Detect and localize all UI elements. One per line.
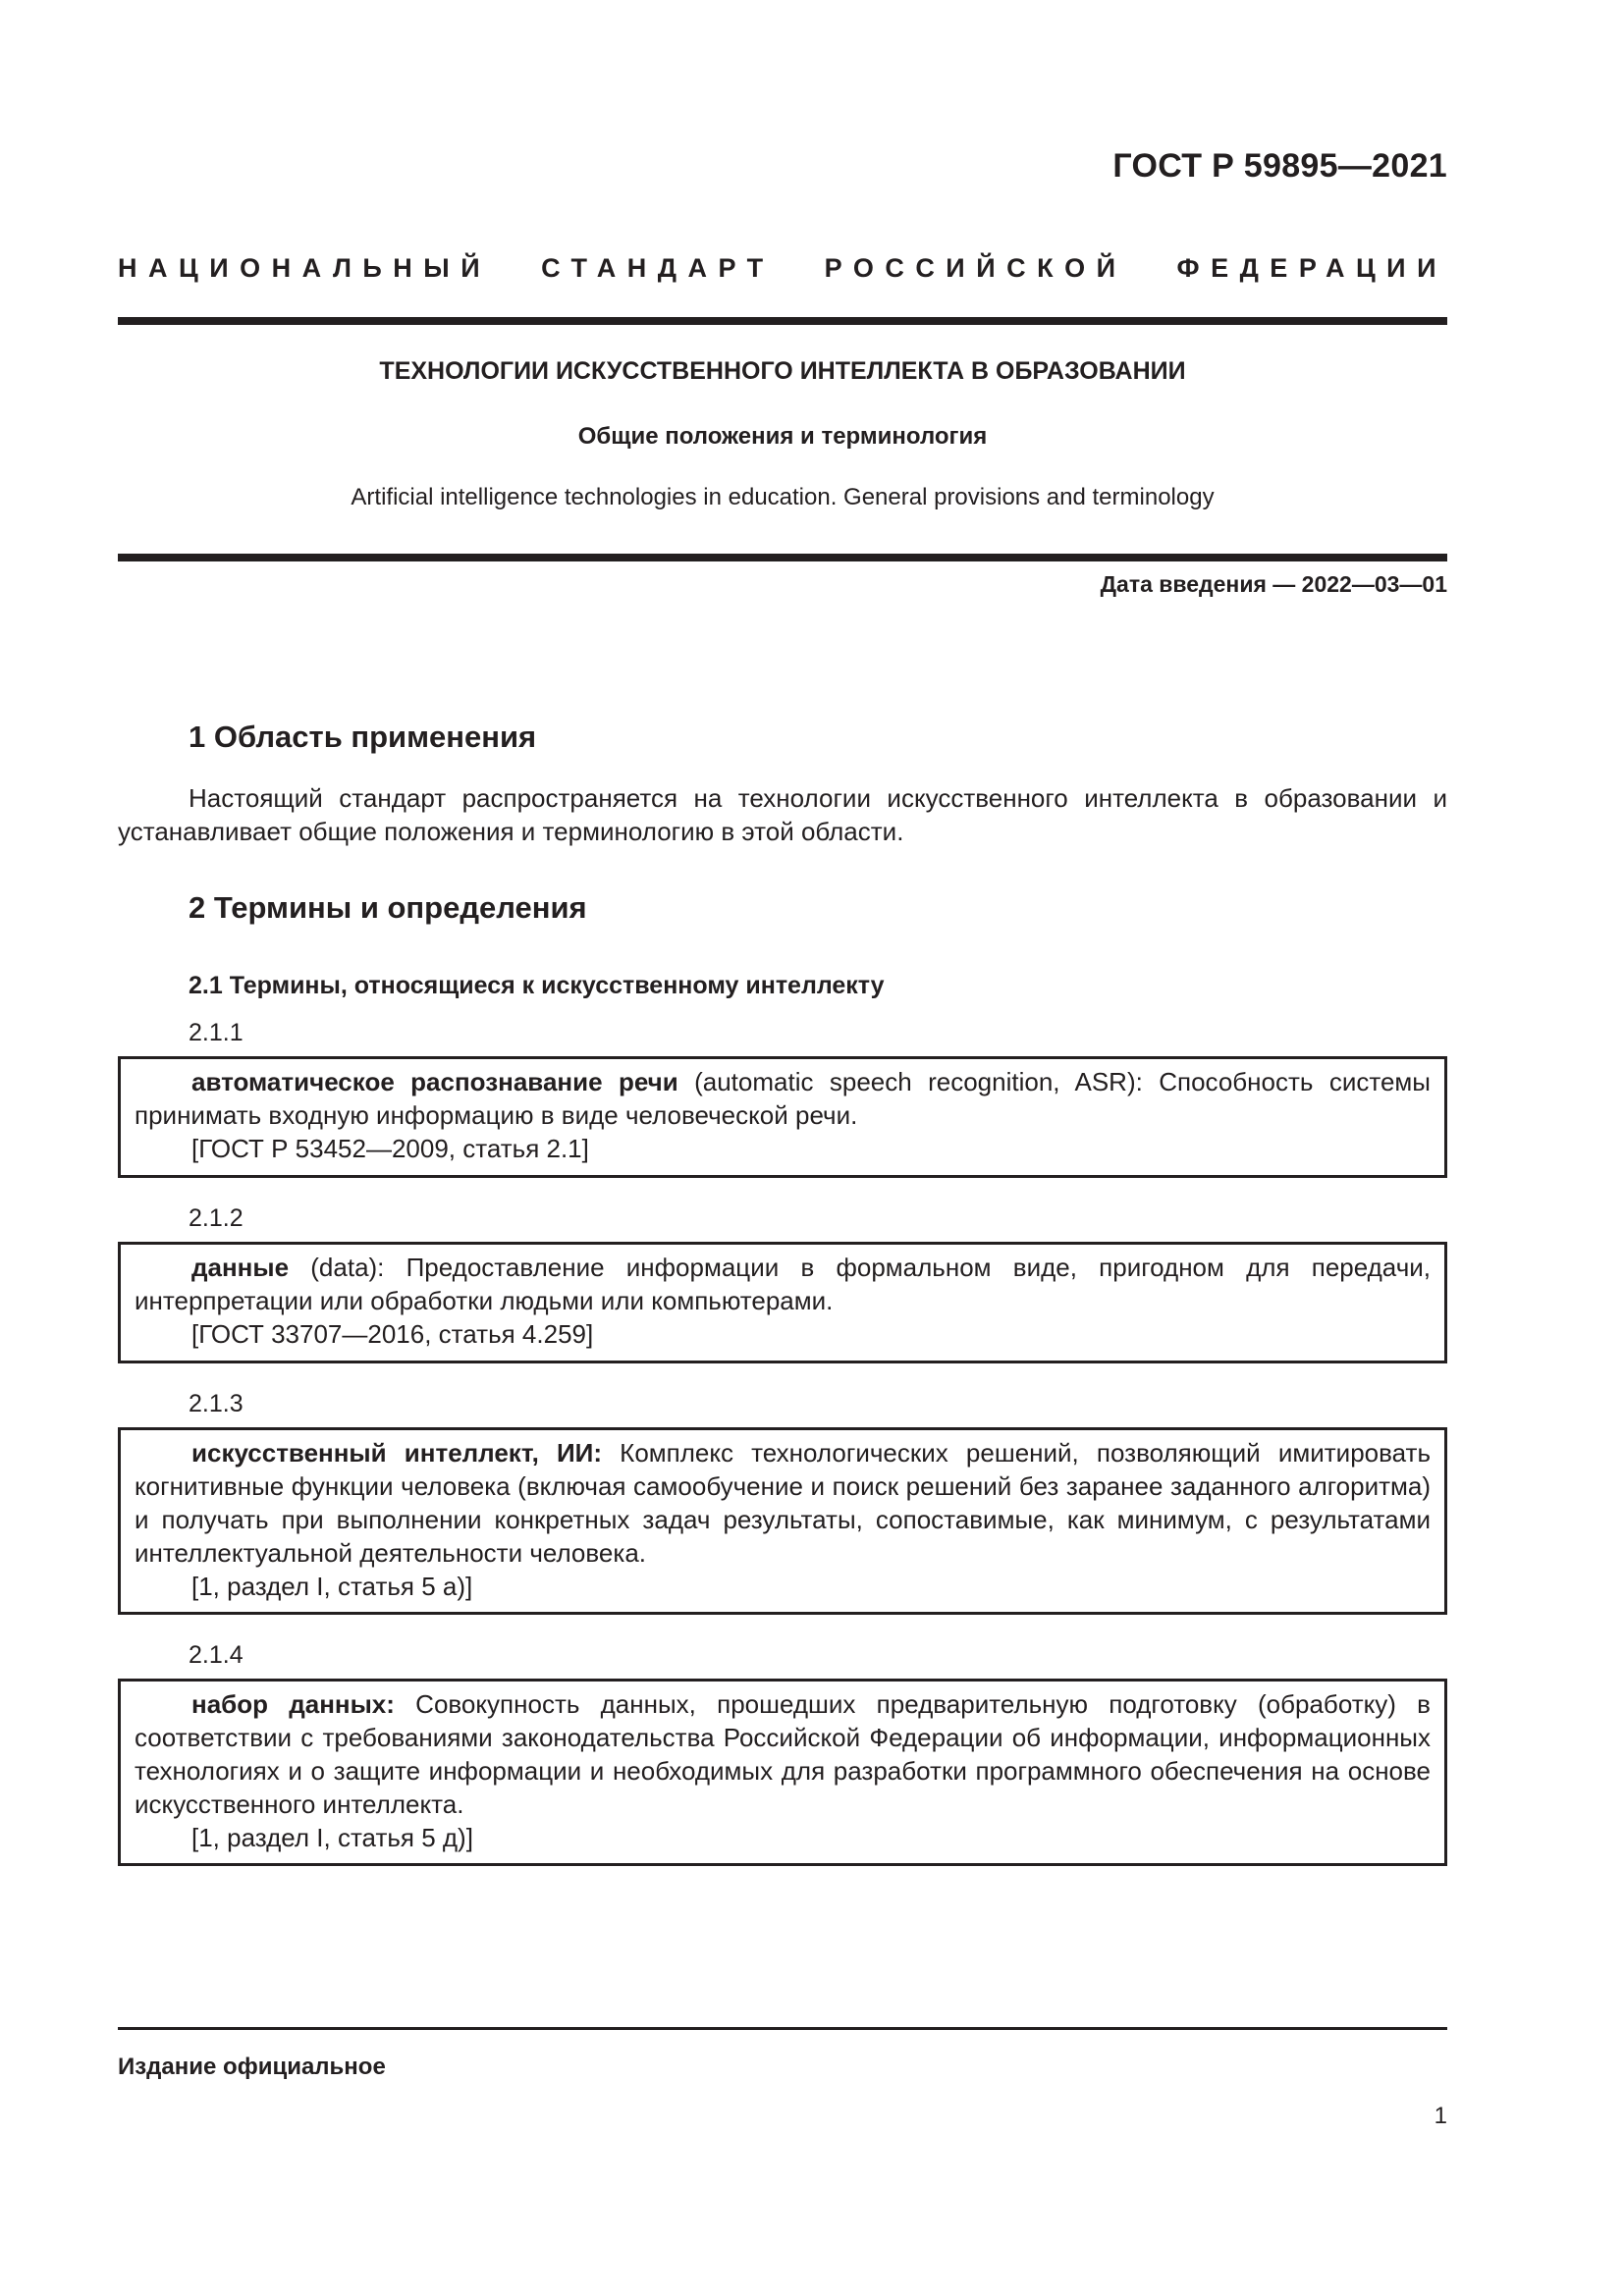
term-number: 2.1.3 <box>189 1390 244 1417</box>
section-1-heading: 1 Область применения <box>189 720 537 754</box>
footer-divider <box>118 2027 1447 2030</box>
introduction-date: Дата введения — 2022—03—01 <box>1100 571 1447 597</box>
subsection-2-1-heading: 2.1 Термины, относящиеся к искусственному интеллекту <box>189 972 885 999</box>
term-box <box>118 1427 1447 1615</box>
document-title: ТЕХНОЛОГИИ ИСКУССТВЕННОГО ИНТЕЛЛЕКТА В ОБРАЗОВАНИИ <box>379 357 1186 385</box>
term-reference: [1, раздел I, статья 5 д)] <box>191 1823 473 1852</box>
title-divider <box>118 554 1447 561</box>
term-definition-text: Совокупность данных, прошедших предварительную подготовку (обработку) в соответствии с требованиями законодательства Российской Федерации об информации, информационных технологиях и о защите информации и необходимых для разработки программного обеспечения на основе искусственного интеллекта. <box>135 1689 1431 1819</box>
section-2-heading: 2 Термины и определения <box>189 890 587 925</box>
section-1-text <box>118 781 1447 848</box>
document-title-english: Artificial intelligence technologies in education. General provisions and terminology <box>351 484 1215 510</box>
term-number: 2.1.4 <box>189 1641 244 1669</box>
term-definition <box>135 1251 1431 1317</box>
standard-code: ГОСТ Р 59895—2021 <box>1112 147 1447 185</box>
term-name: автоматическое распознавание речи <box>191 1067 678 1096</box>
document-page <box>118 0 1447 2296</box>
term-definition-text: (data): Предоставление информации в формальном виде, пригодном для передачи, интерпретации или обработки людьми или компьютерами. <box>135 1253 1431 1315</box>
term-definition <box>135 1065 1431 1132</box>
term-name: искусственный интеллект, ИИ: <box>191 1438 603 1468</box>
term-definition-text: (automatic speech recognition, ASR): Способность системы принимать входную информацию в виде человеческой речи. <box>135 1067 1431 1130</box>
term-name: набор данных: <box>191 1689 395 1719</box>
top-divider <box>118 317 1447 325</box>
page-number: 1 <box>1434 2103 1447 2129</box>
term-reference: [1, раздел I, статья 5 а)] <box>191 1572 473 1601</box>
official-edition-label: Издание официальное <box>118 2054 386 2080</box>
section-1-paragraph: Настоящий стандарт распространяется на технологии искусственного интеллекта в образовании и устанавливает общие положения и терминологию в этой области. <box>118 783 1447 846</box>
term-box <box>118 1056 1447 1178</box>
term-definition <box>135 1436 1431 1570</box>
term-reference: [ГОСТ Р 53452—2009, статья 2.1] <box>191 1134 589 1163</box>
term-number: 2.1.2 <box>189 1204 244 1232</box>
term-reference: [ГОСТ 33707—2016, статья 4.259] <box>191 1319 594 1349</box>
term-name: данные <box>191 1253 290 1282</box>
document-subtitle: Общие положения и терминология <box>577 423 988 450</box>
term-definition <box>135 1687 1431 1821</box>
term-definition-text: Комплекс технологических решений, позволяющий имитировать когнитивные функции человека (включая самообучение и поиск решений без заранее заданного алгоритма) и получать при выполнении конкретных задач результаты, сопоставимые, как минимум, с результатами интеллектуальной деятельности человека. <box>135 1438 1431 1568</box>
term-number: 2.1.1 <box>189 1019 244 1046</box>
term-box <box>118 1679 1447 1866</box>
term-box <box>118 1242 1447 1363</box>
national-standard-banner: НАЦИОНАЛЬНЫЙ СТАНДАРТ РОССИЙСКОЙ ФЕДЕРАЦИИ <box>118 253 1447 283</box>
